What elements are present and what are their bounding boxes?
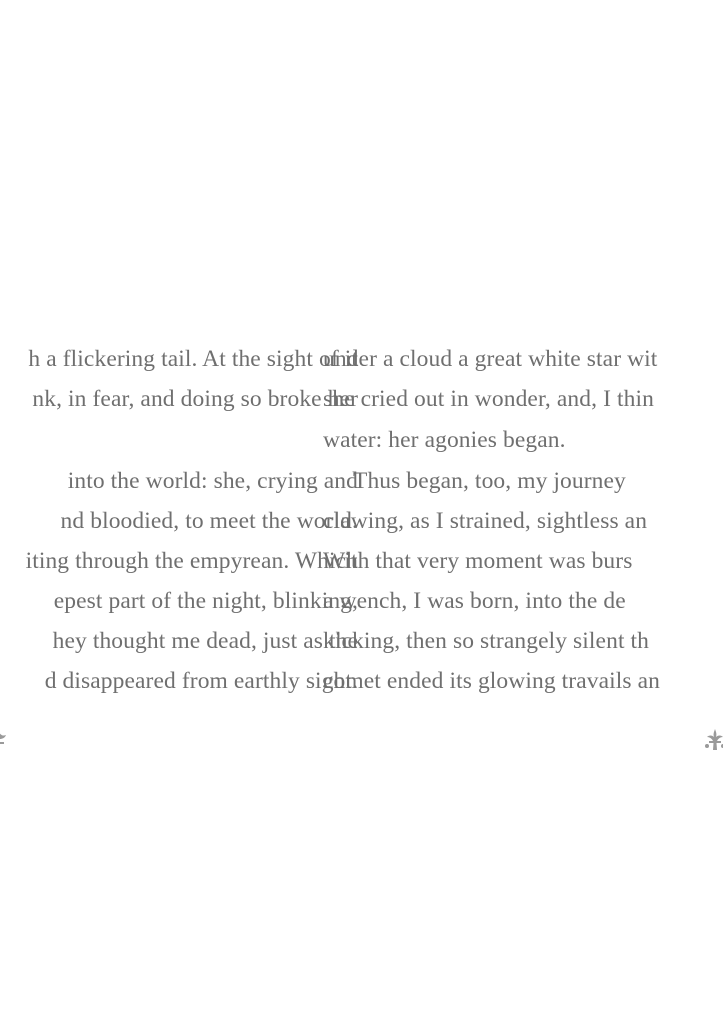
right-line-8: kicking, then so strangely silent th [323,628,650,654]
right-line-7: a wench, I was born, into the de [323,588,626,614]
fleuron-icon [0,730,8,750]
left-line-4: into the world: she, crying and [67,468,358,494]
fleuron-icon [703,728,723,754]
right-line-3: water: her agonies began. [323,427,566,453]
right-line-9: comet ended its glowing travails an [323,668,660,694]
left-line-5: nd bloodied, to meet the world. [60,508,358,534]
right-line-5: clawing, as I strained, sightless an [323,508,648,534]
left-line-8: hey thought me dead, just as the [52,628,358,654]
right-line-1: under a cloud a great white star wit [323,346,658,372]
left-line-9: d disappeared from earthly sight. [44,668,358,694]
left-line-7: epest part of the night, blinking, [53,588,358,614]
right-line-4: Thus began, too, my journey [353,468,626,494]
left-line-6: iting through the empyrean. Which [25,548,358,574]
right-line-6: With that very moment was burs [323,548,633,574]
left-line-2: nk, in fear, and doing so broke her [32,386,358,412]
left-line-1: h a flickering tail. At the sight of it [28,346,358,372]
right-line-2: she cried out in wonder, and, I thin [323,386,654,412]
